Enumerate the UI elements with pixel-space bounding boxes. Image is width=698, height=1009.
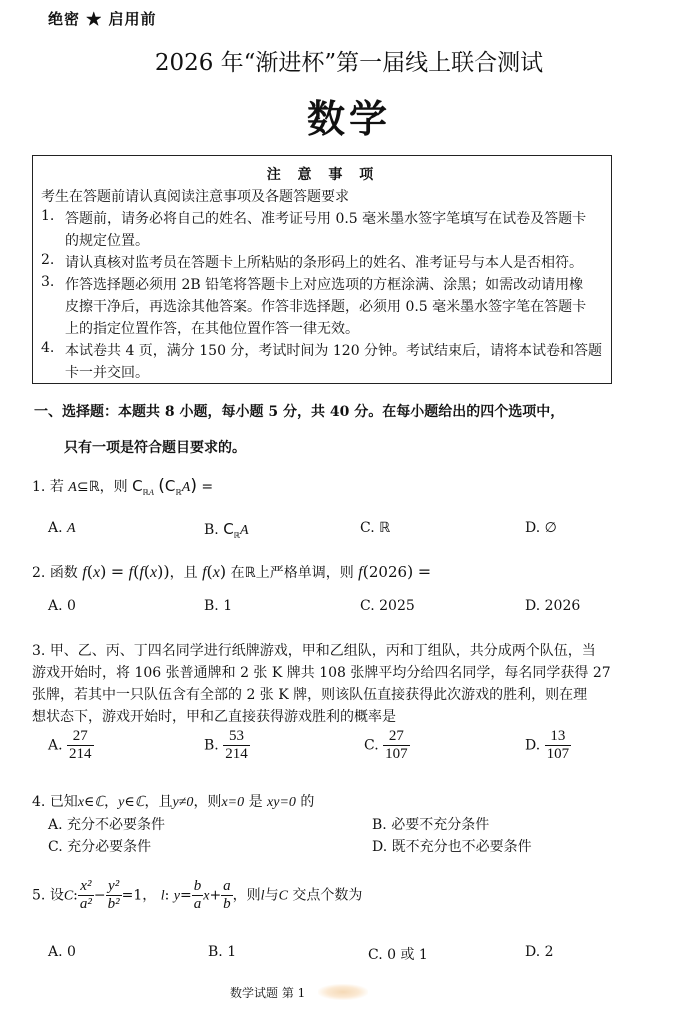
- question-number: 2.: [32, 565, 46, 581]
- math-symbol: ℝ: [88, 479, 100, 495]
- option-c: C. 充分必要条件: [48, 839, 152, 855]
- option-b: B. 1: [204, 598, 233, 614]
- question-text: 上严格单调，则: [255, 565, 354, 581]
- math-var: A: [181, 480, 191, 495]
- option-a: A. $\frac{27}{214}$: [48, 728, 92, 762]
- option-a: A. 充分不必要条件: [48, 817, 166, 833]
- notice-item-line: 请认真核对监考员在答题卡上所粘贴的条形码上的姓名、准考证号与本人是否相符。: [65, 255, 583, 271]
- question-text: 若: [49, 479, 64, 495]
- notice-item-line: 卡一并交回。: [65, 365, 149, 381]
- notice-item-num: 4.: [41, 340, 55, 356]
- math-symbol: =: [201, 479, 214, 495]
- notice-item-line: 作答选择题必须用 2B 铅笔将答题卡上对应选项的方框涂满、涂黑；如需改动请用橡: [65, 277, 584, 293]
- question-3-line: 游戏开始时，将 106 张普通牌和 2 张 K 牌共 108 张牌平均分给四名同学，每名同学获得 27: [32, 665, 611, 681]
- option-a: A. A: [48, 520, 76, 536]
- option-d: D. $\frac{13}{107}$: [525, 728, 570, 762]
- option-c: C. 0 或 1: [368, 947, 428, 963]
- notice-box: [32, 155, 612, 384]
- option-d: D. 2: [525, 944, 554, 960]
- notice-item-line: 上的指定位置作答，在其他位置作答一律无效。: [65, 321, 359, 337]
- math-symbol: ℝ: [244, 565, 256, 581]
- notice-item-line: 本试卷共 4 页，满分 150 分，考试时间为 120 分钟。考试结束后，请将本试卷和答题: [65, 343, 603, 359]
- question-text: 函数: [49, 565, 78, 581]
- option-c: C. 2025: [360, 598, 415, 614]
- notice-intro: 考生在答题前请认真阅读注意事项及各题答题要求: [41, 189, 349, 205]
- complement-symbol: $C_ℝ$: [164, 477, 182, 497]
- page-footer: 数学试题 第 1: [230, 986, 306, 1000]
- question-3-line: 3. 甲、乙、丙、丁四名同学进行纸牌游戏，甲和乙组队，丙和丁组队，共分成两个队伍，当: [32, 643, 596, 659]
- question-text: ，则: [99, 479, 128, 495]
- option-b: B. 必要不充分条件: [372, 817, 490, 833]
- notice-item-num: 3.: [41, 274, 55, 290]
- question-5: 5. 设C: $\frac{\text{x²}}{\text{a²}}$ − $\frac{\text{y²}}{\text{b²}}$ =1， l: y= $\frac{b}{a}$ x+ $\frac{a}{b}$ ，则l与C 交点个数为: [32, 878, 363, 912]
- notice-title: 注 意 事 项: [266, 167, 380, 183]
- notice-item-num: 1.: [41, 208, 55, 224]
- option-a: A. 0: [48, 598, 76, 614]
- option-d: D. ∅: [525, 520, 557, 536]
- option-b: B. $C_ℝA$: [204, 520, 249, 540]
- confidential-label: 绝密 ★ 启用前: [48, 10, 157, 28]
- option-b: B. 1: [208, 944, 237, 960]
- option-c: C. ℝ: [360, 520, 391, 536]
- question-3-line: 想状态下，游戏开始时，甲和乙直接获得游戏胜利的概率是: [32, 709, 396, 725]
- math-symbol: ⊆: [76, 479, 89, 495]
- question-text: 在: [230, 565, 245, 581]
- section-heading-line: 只有一项是符合题目要求的。: [64, 440, 246, 456]
- notice-item-num: 2.: [41, 252, 55, 268]
- option-d: D. 2026: [525, 598, 581, 614]
- notice-item-line: 的规定位置。: [65, 233, 149, 249]
- question-4: 4. 已知x∈ℂ，y∈ℂ，且y≠0，则x=0 是 xy=0 的: [32, 794, 315, 810]
- question-1: 1. 若 A⊆ℝ，则 $C_{ℝA}$ $(C_ℝA)$ =: [32, 476, 214, 497]
- notice-item-line: 答题前，请务必将自己的姓名、准考证号用 0.5 毫米墨水签字笔填写在试卷及答题卡: [65, 211, 587, 227]
- complement-symbol: $C_{ℝA}$: [132, 477, 154, 497]
- option-c: C. $\frac{27}{107}$: [364, 728, 408, 762]
- subject-title: 数学: [306, 96, 391, 141]
- math-var: A: [68, 480, 77, 495]
- option-a: A. 0: [48, 944, 76, 960]
- question-number: 1.: [32, 479, 46, 495]
- question-3-line: 张牌，若其中一只队伍含有全部的 2 张 K 牌，则该队伍直接获得此次游戏的胜利，则在理: [32, 687, 588, 703]
- question-2: 2. 函数 f(x) = f(f(x))，且 f(x) 在ℝ上严格单调，则 f(2026) =: [32, 562, 432, 581]
- section-heading-line: 一、选择题：本题共 8 小题，每小题 5 分，共 40 分。在每小题给出的四个选项中，: [34, 404, 565, 420]
- smudge: [318, 984, 368, 1000]
- notice-item-line: 皮擦干净后，再选涂其他答案。作答非选择题，必须用 0.5 毫米墨水签字笔在答题卡: [65, 299, 587, 315]
- exam-title: 2026 年“渐进杯”第一届线上联合测试: [154, 50, 544, 76]
- option-b: B. $\frac{53}{214}$: [204, 728, 248, 762]
- question-text: ，且: [169, 565, 198, 581]
- option-d: D. 既不充分也不必要条件: [372, 839, 532, 855]
